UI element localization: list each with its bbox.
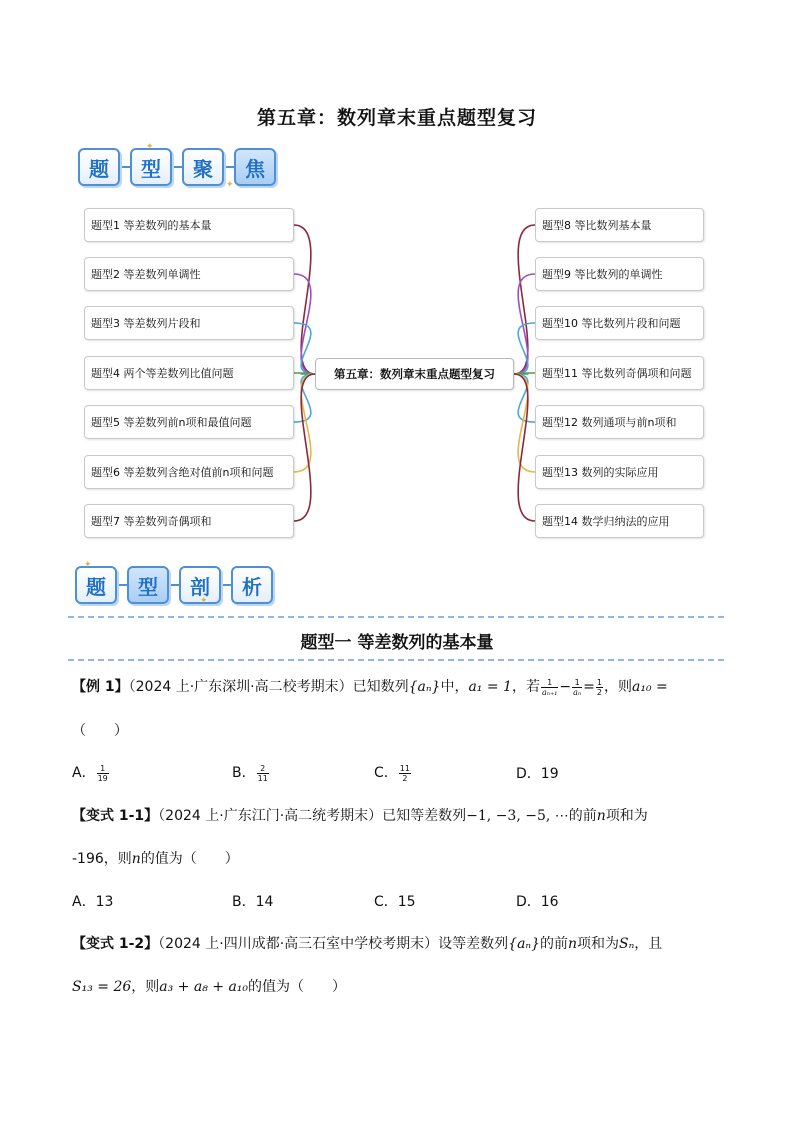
- fraction: $\frac{1}{\text{aₙ}}$: [573, 677, 582, 697]
- mindmap-connector: [294, 374, 315, 472]
- option-a: A． $\frac{1}{19}$: [72, 763, 108, 783]
- mindmap-node: 题型4 两个等差数列比值问题: [84, 356, 294, 390]
- banner-tile: 剖: [179, 566, 221, 604]
- mindmap-node: 题型14 数学归纳法的应用: [535, 504, 704, 538]
- banner-tile: 焦: [234, 148, 276, 186]
- example-3-stem-cont: S₁₃ = 26，则a₃ + a₈ + a₁₀的值为（ ）: [72, 979, 347, 995]
- banner-connector: [221, 584, 231, 586]
- option-b: B． $\frac{2}{11}$: [232, 763, 268, 783]
- mindmap-node: 题型10 等比数列片段和问题: [535, 306, 704, 340]
- mindmap-node: 题型1 等差数列的基本量: [84, 208, 294, 242]
- mindmap-node: 题型5 等差数列前n项和最值问题: [84, 405, 294, 439]
- mindmap-connector: [294, 374, 315, 521]
- mindmap-node: 题型13 数列的实际应用: [535, 455, 704, 489]
- option-d: D．19: [516, 766, 559, 782]
- banner-tile: 题: [78, 148, 120, 186]
- divider: [68, 659, 724, 661]
- banner-connector: [117, 584, 127, 586]
- fraction: $\frac{1}{2}$: [596, 677, 602, 697]
- example-1-paren: （ ）: [72, 723, 128, 739]
- sparkle-icon: ✦: [200, 596, 208, 606]
- mindmap-node: 题型11 等比数列奇偶项和问题: [535, 356, 704, 390]
- option-c: C．15: [374, 894, 416, 910]
- banner-tile: 析: [231, 566, 273, 604]
- mindmap-connector: [514, 374, 535, 521]
- example-2-stem: 【变式 1-1】（2024 上·广东江门·高二统考期末）已知等差数列−1, −3, −5, ⋯的前n项和为: [72, 808, 648, 824]
- sparkle-icon: ✦: [226, 180, 234, 190]
- mindmap-center-node: 第五章：数列章末重点题型复习: [315, 358, 514, 390]
- mindmap-node: 题型12 数列通项与前n项和: [535, 405, 704, 439]
- example-3-stem: 【变式 1-2】（2024 上·四川成都·高三石室中学校考期末）设等差数列{aₙ}的前n项和为Sₙ，且: [72, 936, 663, 952]
- divider: [68, 616, 724, 618]
- banner-analysis: [75, 566, 273, 604]
- option-a: A．13: [72, 894, 114, 910]
- mindmap-node: 题型2 等差数列单调性: [84, 257, 294, 291]
- mindmap-node: 题型6 等差数列含绝对值前n项和问题: [84, 455, 294, 489]
- banner-connector: [169, 584, 179, 586]
- mindmap-connector: [514, 374, 535, 472]
- banner-tile: 聚: [182, 148, 224, 186]
- example-2-stem-cont: -196，则n的值为（ ）: [72, 851, 239, 867]
- banner-tile: 型: [127, 566, 169, 604]
- mindmap-node: 题型8 等比数列基本量: [535, 208, 704, 242]
- sparkle-icon: ✦: [146, 142, 154, 152]
- banner-tile: 题: [75, 566, 117, 604]
- option-c: C． $\frac{11}{2}$: [374, 763, 410, 783]
- page-title: 第五章：数列章末重点题型复习: [256, 107, 537, 129]
- option-b: B．14: [232, 894, 274, 910]
- banner-tile: 型: [130, 148, 172, 186]
- fraction: $\frac{1}{\text{aₙ₊₁}}$: [541, 677, 558, 697]
- example-1-stem: 【例 1】（2024 上·广东深圳·高二校考期末）已知数列{aₙ}中，a₁ = 1，若 $\frac{1}{\text{aₙ₊₁}}$ − $\frac{1}{\text{aₙ}}$ = $\frac{1}{2}$ ，则a₁₀ =: [72, 677, 668, 697]
- sparkle-icon: ✦: [84, 560, 92, 570]
- option-d: D．16: [516, 894, 559, 910]
- mindmap-node: 题型7 等差数列奇偶项和: [84, 504, 294, 538]
- mindmap-node: 题型3 等差数列片段和: [84, 306, 294, 340]
- section-title: 题型一 等差数列的基本量: [300, 633, 494, 653]
- mindmap-node: 题型9 等比数列的单调性: [535, 257, 704, 291]
